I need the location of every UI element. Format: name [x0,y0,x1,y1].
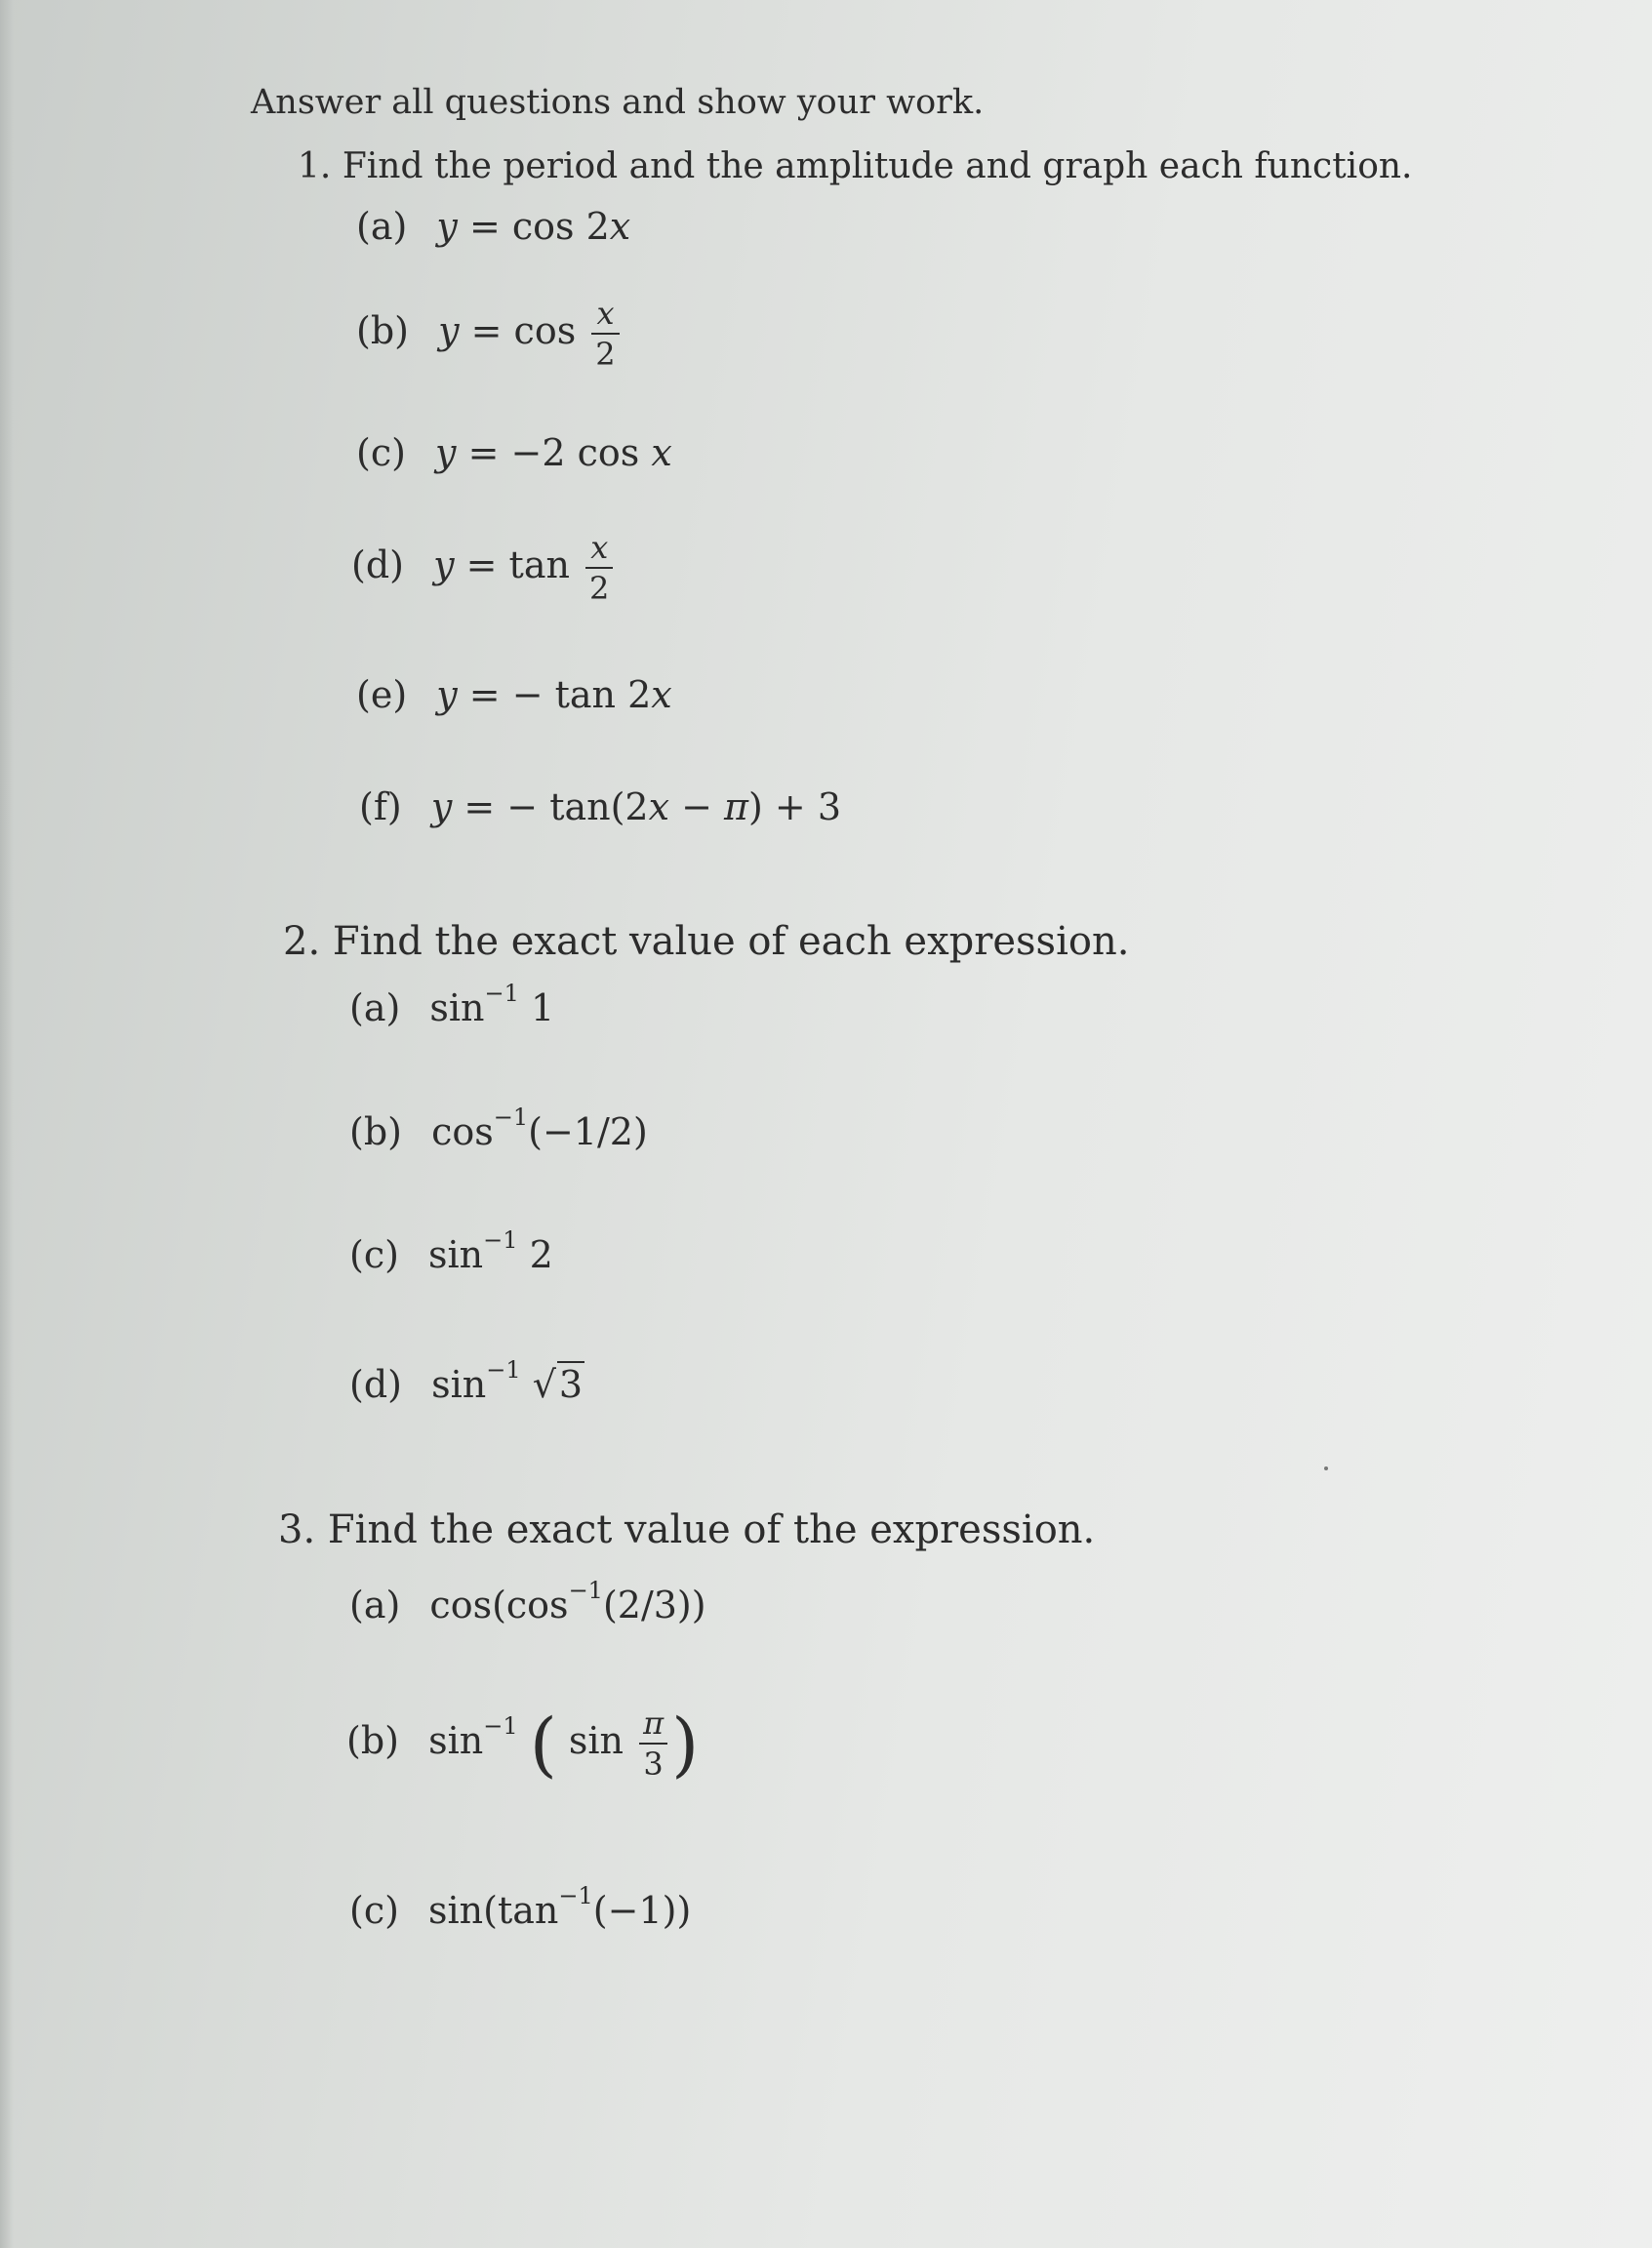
question-3-number: 3. [278,1507,316,1552]
q1-item-b-expr: y = cos $\frac{x}{2}$ [438,309,624,352]
q2-item-a [349,980,555,1029]
question-2-text: Find the exact value of each expression. [332,919,1130,964]
q2-item-c-expr: $\sin^{-1} 2$ [428,1226,553,1276]
q2-item-d-label: (d) [349,1363,402,1406]
question-1-heading [298,146,1413,186]
q1-item-b [356,295,624,373]
q1-item-a [356,205,630,248]
q1-item-d-expr: y = tan $\frac{x}{2}$ [433,543,617,586]
page-edge-shadow [0,0,14,2248]
q2-item-b [349,1104,648,1153]
q1-item-d [351,529,617,607]
q2-item-b-expr: $\cos^{-1}(-1/2)$ [431,1104,648,1153]
q3-item-c [349,1882,692,1932]
question-3-heading [278,1507,1095,1552]
q1-item-e-label: (e) [356,673,408,716]
q1-item-f-expr: y = − tan(2x − π) + 3 [430,785,842,828]
paper-speck [1324,1466,1328,1470]
question-2-heading [283,919,1129,964]
q1-item-f-label: (f) [359,785,402,828]
question-1-number: 1. [298,146,332,186]
question-1-text: Find the period and the amplitude and graph each function. [342,146,1413,186]
q1-item-e [356,673,672,716]
q3-item-b [346,1703,700,1785]
q2-item-d-expr: $\sin^{-1} √3$ [431,1356,584,1406]
question-2-number: 2. [283,919,321,964]
q3-item-b-expr: $\sin^{-1}$ ( sin $\frac{\pi}{3}$ ) [428,1703,700,1785]
q1-item-e-expr: y = − tan 2x [436,673,672,716]
q3-item-a-label: (a) [349,1583,401,1626]
q1-item-f [359,785,841,828]
q1-item-a-expr: y = cos 2x [436,205,631,248]
question-3-text: Find the exact value of the expression. [327,1507,1096,1552]
instructions: Answer all questions and show your work. [251,83,985,122]
q2-item-c [349,1226,553,1276]
q1-item-d-label: (d) [351,542,404,586]
q2-item-d [349,1356,584,1406]
q3-item-a [349,1577,706,1626]
q1-item-c-label: (c) [356,431,406,474]
q2-item-a-label: (a) [349,985,401,1029]
q1-item-a-label: (a) [356,205,408,248]
q2-item-b-label: (b) [349,1109,402,1153]
q2-item-c-label: (c) [349,1232,399,1276]
q1-item-c [356,431,672,474]
q1-item-c-expr: y = −2 cos x [435,431,672,474]
q3-item-b-label: (b) [346,1718,399,1762]
q3-item-a-expr: $\cos(\cos^{-1}(2/3))$ [429,1577,706,1626]
q3-item-c-label: (c) [349,1888,399,1932]
q2-item-a-expr: $\sin^{-1} 1$ [429,980,555,1029]
q3-item-c-expr: $\sin(\tan^{-1}(-1))$ [428,1882,692,1932]
q1-item-b-label: (b) [356,308,409,352]
